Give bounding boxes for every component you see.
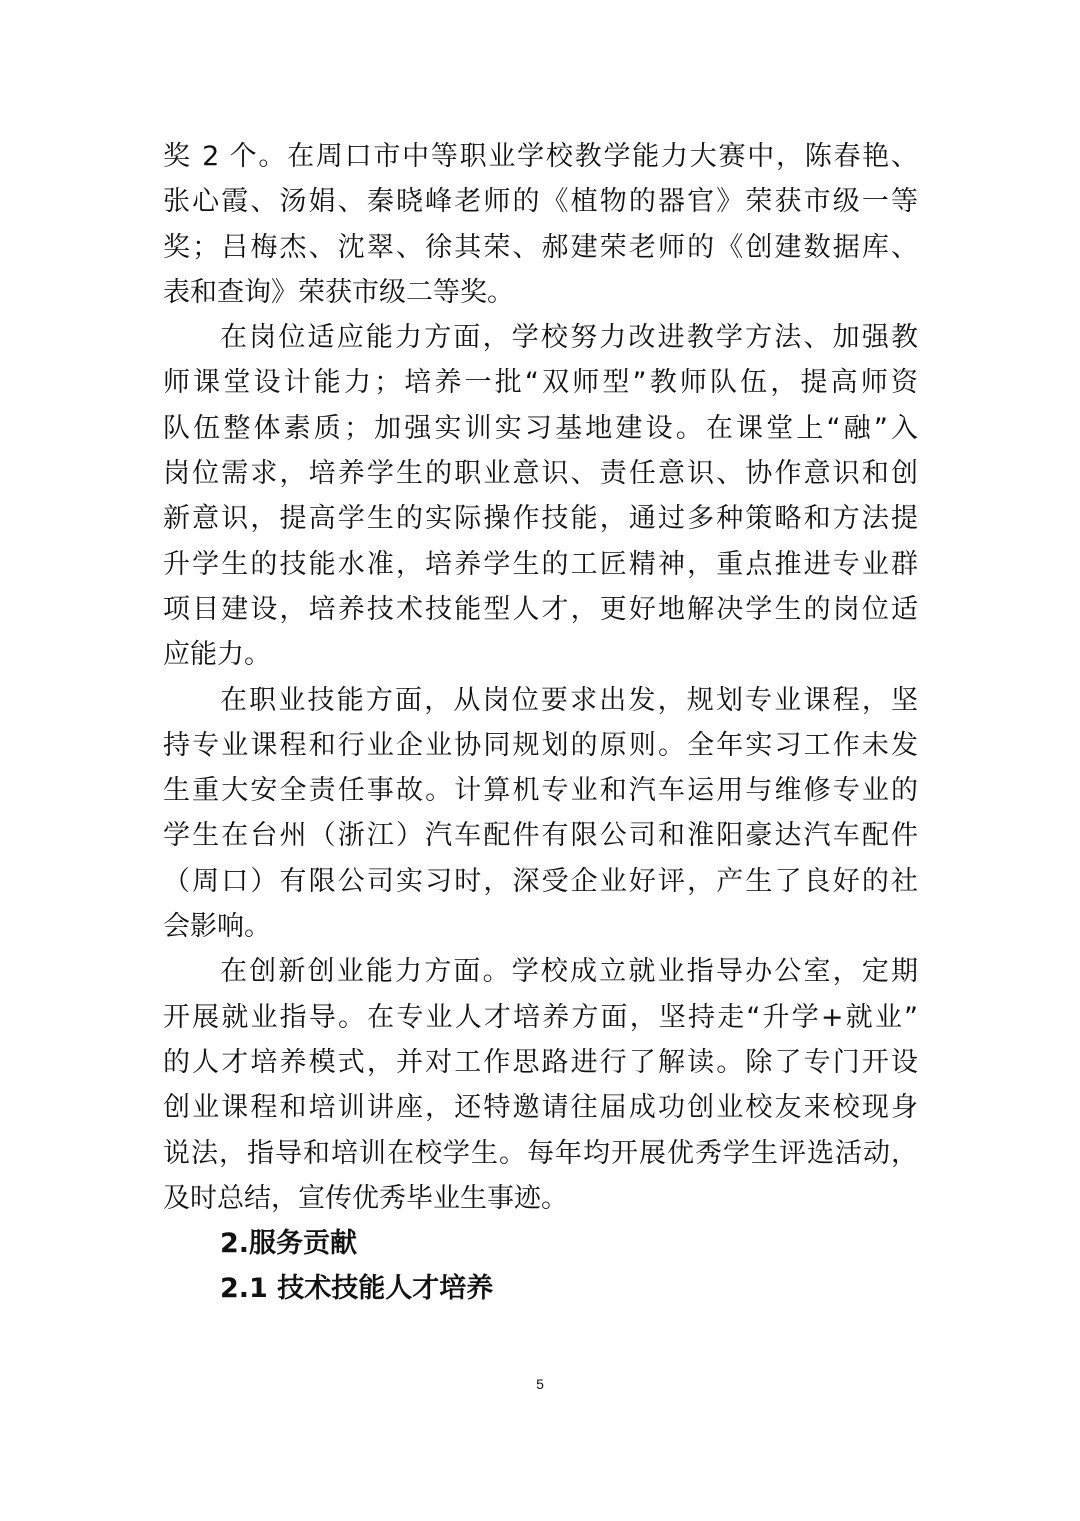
text-line: 队伍整体素质；加强实训实习基地建设。在课堂上“融”入 — [163, 412, 918, 444]
text-line: 表和查询》荣获市级二等奖。 — [163, 276, 514, 308]
text-line: 新意识，提高学生的实际操作技能，通过多种策略和方法提 — [163, 503, 918, 535]
text-line: 说法，指导和培训在校学生。每年均开展优秀学生评选活动， — [163, 1137, 918, 1169]
text-line: 师课堂设计能力；培养一批“双师型”教师队伍，提高师资 — [163, 367, 918, 399]
page-number: 5 — [536, 1376, 544, 1392]
text-line: 张心霞、汤娟、秦晓峰老师的《植物的器官》荣获市级一等 — [163, 186, 918, 218]
text-line: 学生在台州（浙江）汽车配件有限公司和淮阳豪达汽车配件 — [163, 820, 918, 852]
text-line: 开展就业指导。在专业人才培养方面，坚持走“升学+就业” — [163, 1001, 918, 1033]
text-line: 应能力。 — [163, 639, 271, 671]
text-line: 项目建设，培养技术技能型人才，更好地解决学生的岗位适 — [163, 593, 918, 625]
text-line: 在职业技能方面，从岗位要求出发，规划专业课程，坚 — [220, 684, 918, 716]
section-heading: 2.服务贡献 — [220, 1228, 358, 1260]
text-line: 岗位需求，培养学生的职业意识、责任意识、协作意识和创 — [163, 458, 918, 490]
text-line: 奖 2 个。在周口市中等职业学校教学能力大赛中，陈春艳、 — [163, 141, 918, 172]
text-line: （周口）有限公司实习时，深受企业好评，产生了良好的社 — [163, 865, 918, 897]
text-line: 会影响。 — [163, 911, 271, 943]
document-body — [163, 134, 918, 1312]
text-line: 生重大安全责任事故。计算机专业和汽车运用与维修专业的 — [163, 775, 918, 807]
text-line: 奖；吕梅杰、沈翠、徐其荣、郝建荣老师的《创建数据库、 — [163, 231, 918, 263]
text-line: 在岗位适应能力方面，学校努力改进教学方法、加强教 — [220, 322, 918, 354]
text-line: 及时总结，宣传优秀毕业生事迹。 — [163, 1182, 568, 1214]
text-line: 升学生的技能水准，培养学生的工匠精神，重点推进专业群 — [163, 548, 918, 580]
text-line: 创业课程和培训讲座，还特邀请往届成功创业校友来校现身 — [163, 1092, 918, 1124]
text-line: 持专业课程和行业企业协同规划的原则。全年实习工作未发 — [163, 729, 918, 761]
text-line: 的人才培养模式，并对工作思路进行了解读。除了专门开设 — [163, 1046, 918, 1078]
text-line: 在创新创业能力方面。学校成立就业指导办公室，定期 — [220, 956, 918, 988]
section-heading: 2.1 技术技能人才培养 — [220, 1273, 494, 1305]
